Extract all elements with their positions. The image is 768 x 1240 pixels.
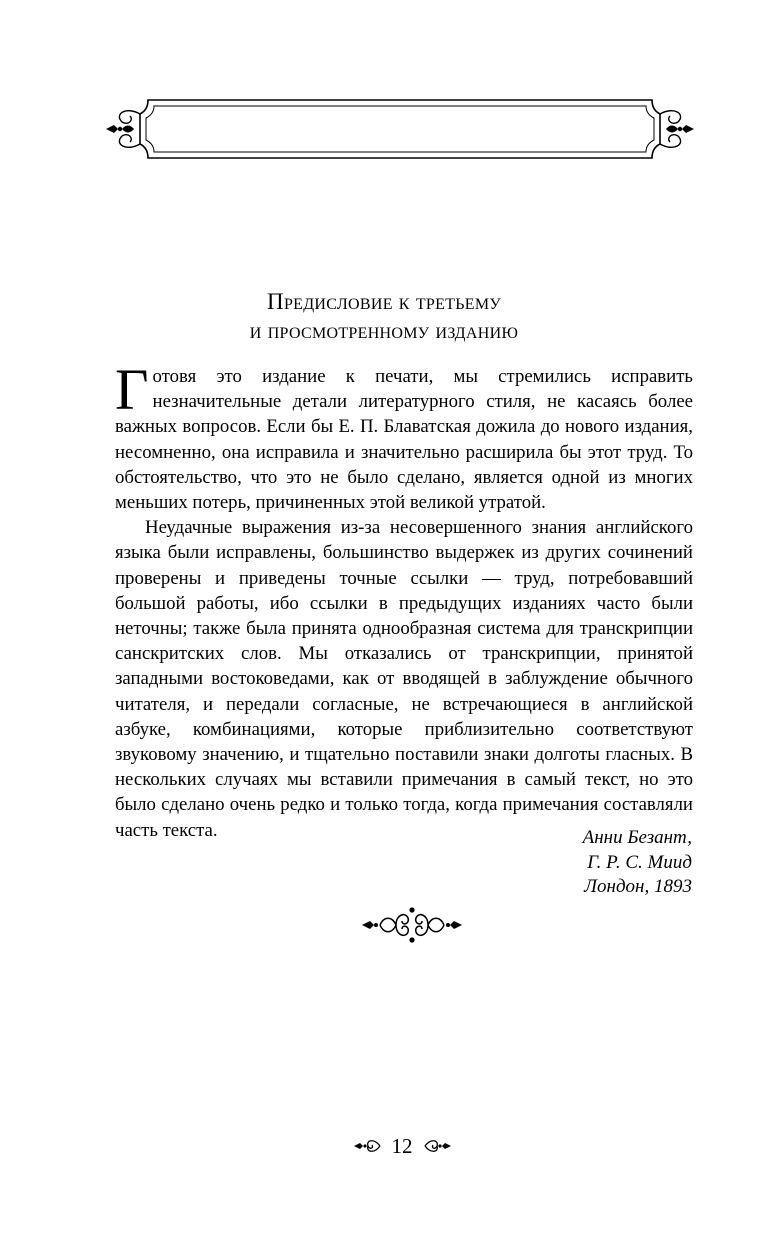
chapter-title	[114, 287, 654, 345]
chapter-title-line-2: и просмотренному изданию	[249, 318, 519, 343]
folio-right-flourish-icon	[423, 1136, 453, 1156]
signature-place-date: Лондон, 1893	[584, 876, 692, 897]
page-number: 12	[391, 1133, 413, 1158]
closing-ornament	[360, 904, 464, 946]
signature-author-1: Анни Безант,	[582, 827, 692, 848]
paragraph-1	[115, 357, 693, 515]
paragraph-2: Неудачные выражения из-за несовершенного знания английского языка были исправлены, большинство выдержек из других сочинений проверены и приведены точные ссылки — труд, потребовавший большой работы, ибо ссылки в предыдущих изданиях часто были неточны; также была принята однообразная система для транскрипции санскритских слов. Мы отказались от транскрипции, принятой западными востоковедами, как от вводящей в заблуждение обычного читателя, и передали согласные, не встречающиеся в английской азбуке, комбинациями, которые приблизительно соответствуют звуковому значению, и тщательно поставили знаки долготы гласных. В нескольких случаях мы вставили примечания в самый текст, но это было сделано очень редко и только тогда, когда примечания составляли часть текста.	[115, 517, 693, 841]
signature-author-2: Г. Р. С. Миид	[587, 851, 692, 873]
preface-body	[115, 357, 693, 843]
drop-cap: Г	[115, 357, 149, 422]
signature-block	[583, 826, 692, 900]
header-ornamental-frame	[104, 96, 696, 162]
folio-left-flourish-icon	[352, 1136, 382, 1156]
chapter-title-line-1: Предисловие к третьему	[267, 289, 501, 314]
flourish-ornament-icon	[360, 904, 464, 946]
paragraph-1-text: отовя это издание к печати, мы стремились исправить незначительные детали литературного стиля, не касаясь более важных вопросов. Если бы Е. П. Блаватская дожила до нового издания, несомненно, она исправила и значительно расширила бы этот труд. То обстоятельство, что это не было сделано, является одной из многих меньших потерь, причиненных этой великой утратой.	[115, 366, 693, 514]
ornamental-frame-icon	[104, 96, 696, 162]
page-folio	[340, 1132, 464, 1160]
